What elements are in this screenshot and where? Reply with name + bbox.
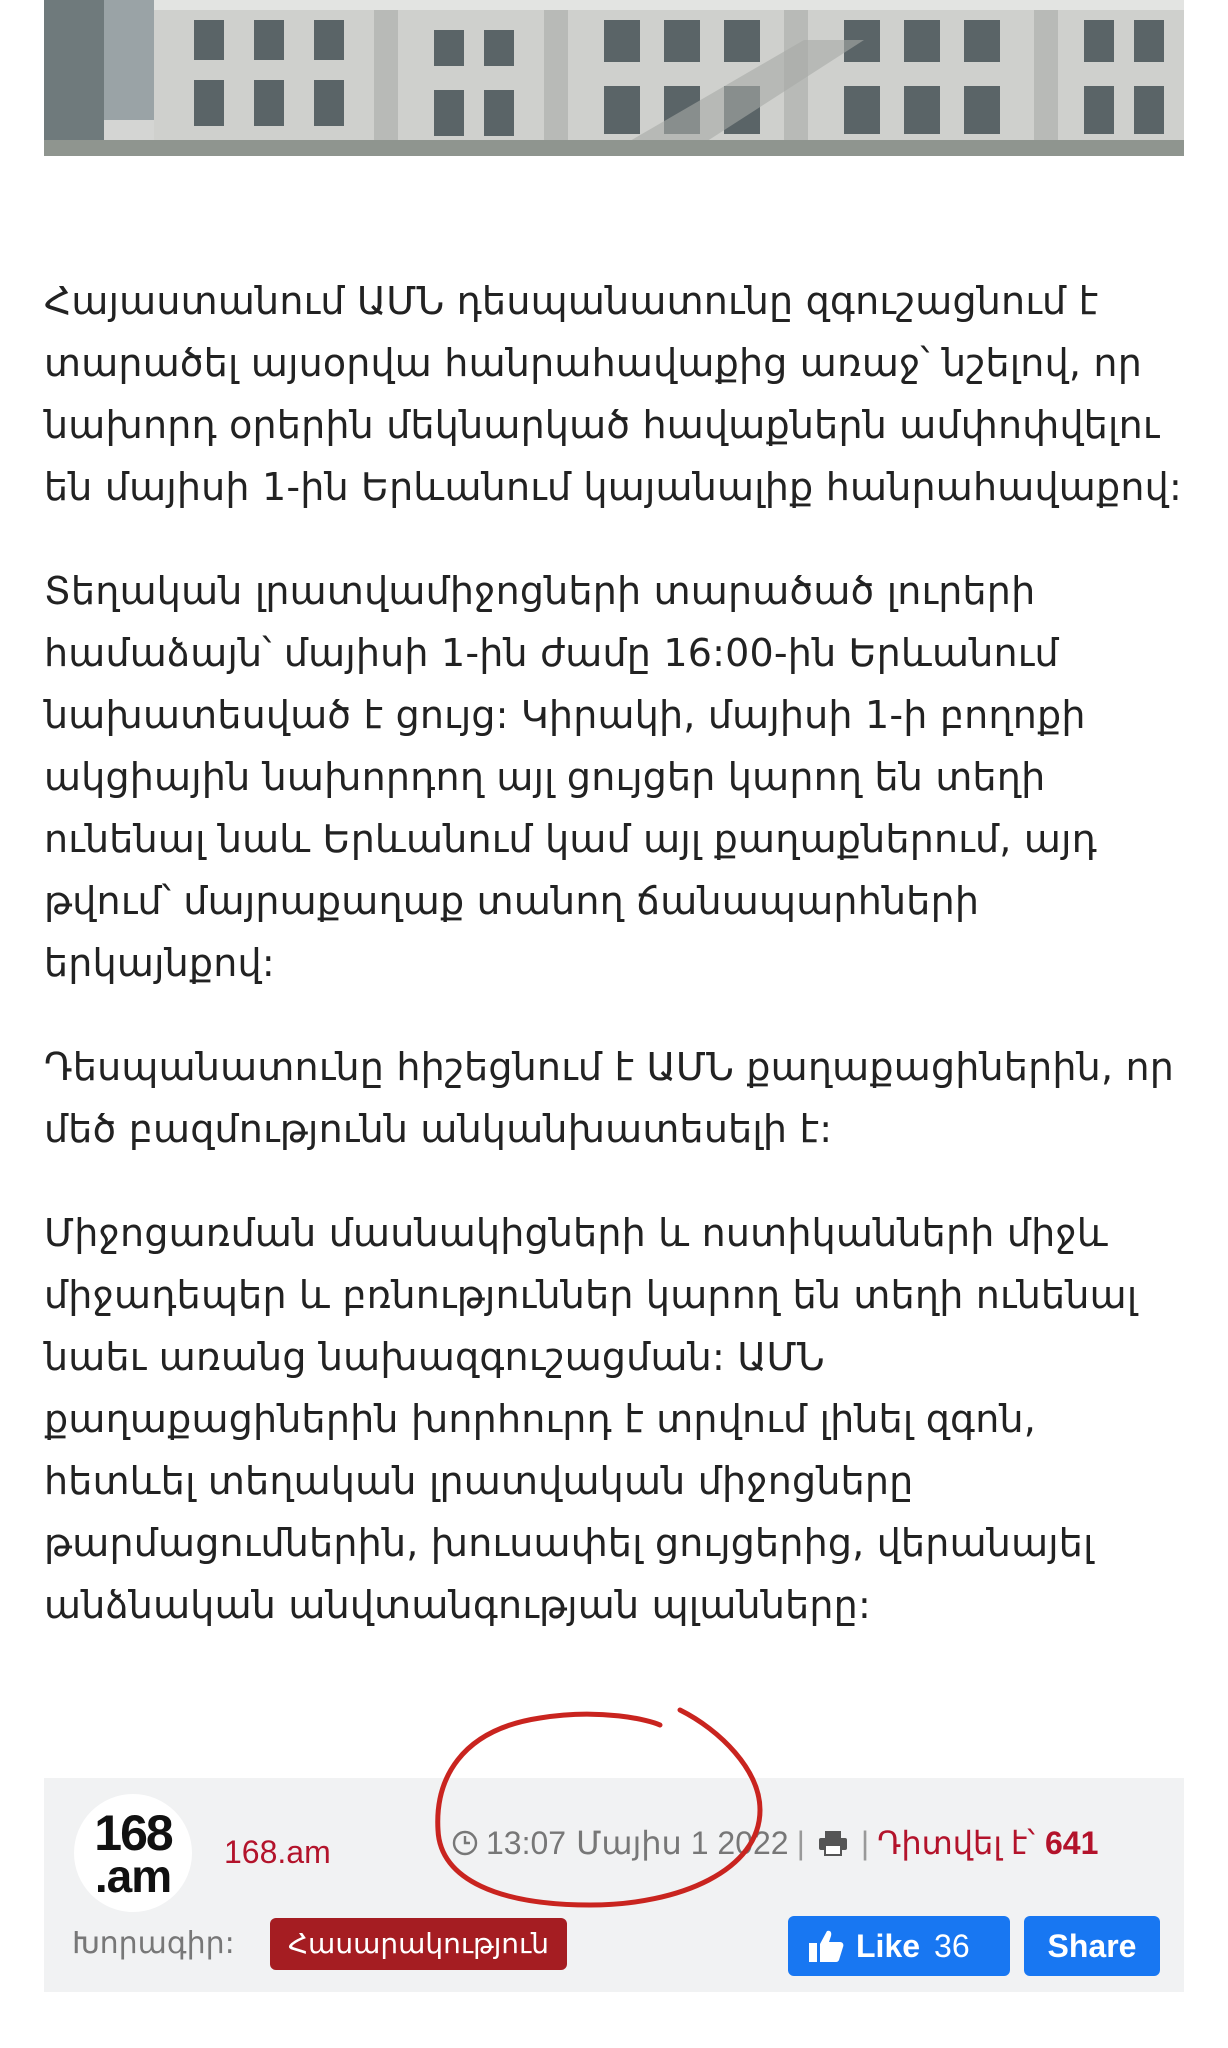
article-hero-image <box>44 0 1184 156</box>
facebook-like-button[interactable] <box>788 1916 1010 1976</box>
publish-date: Մայիս 1 2022 <box>576 1825 789 1861</box>
views-count: 641 <box>1044 1824 1099 1861</box>
like-count: 36 <box>934 1927 970 1964</box>
building-photo <box>44 0 1184 156</box>
like-label: Like <box>856 1927 921 1964</box>
clock-icon <box>452 1830 478 1856</box>
publish-time: 13:07 <box>486 1824 567 1861</box>
category-label: Խորագիր: <box>72 1926 235 1961</box>
article-paragraph-3: Դեսպանատունը հիշեցնում է ԱՄՆ քաղաքացիներին, որ մեծ բազմությունն անկանխատեսելի է: <box>44 1045 1175 1151</box>
article-paragraph-2: Տեղական լրատվամիջոցների տարածած լուրերի համաձայն՝ մայիսի 1-ին ժամը 16:00-ին Երևանում նախատեսված է ցույց: Կիրակի, մայիսի 1-ի բողոքի ակցիային նախորդող այլ ցույցեր կարող են տեղի ունենալ նաև Երևանում կամ այլ քաղաքներում, այդ թվում՝ մայրաքաղաք տանող ճանապարհների երկայնքով: <box>44 569 1097 985</box>
meta-separator: | <box>860 1824 870 1861</box>
article-meta-box <box>44 1778 1184 1992</box>
print-icon[interactable] <box>817 1829 849 1857</box>
facebook-share-button[interactable]: Share <box>1024 1916 1160 1976</box>
logo-text-bottom: .am <box>94 1850 172 1902</box>
views-label: Դիտվել է՝ <box>877 1825 1035 1861</box>
article-body <box>44 270 1184 1678</box>
article-paragraph-4: Միջոցառման մասնակիցների և ոստիկանների միջև միջադեպեր և բռնություններ կարող են տեղի ունենալ նաեւ առանց նախազգուշացման: ԱՄՆ քաղաքացիներին խորհուրդ է տրվում լինել զգոն, հետևել տեղական լրատվական միջոցները թարմացումներին, խուսափել ցույցերից, վերանայել անձնական անվտանգության պլանները: <box>44 1211 1138 1627</box>
article-paragraph-1: Հայաստանում ԱՄՆ դեսպանատունը զգուշացնում է տարածել այսօրվա հանրահավաքից առաջ՝ նշելով, որ նախորդ օրերին մեկնարկած հավաքներն ամփոփվելու են մայիսի 1-ին Երևանում կայանալիք հանրահավաքով: <box>44 279 1182 509</box>
meta-separator: | <box>796 1824 805 1861</box>
source-link[interactable]: 168.am <box>224 1834 331 1870</box>
article-meta <box>452 1818 1098 1868</box>
category-badge[interactable]: Հասարակություն <box>270 1918 567 1970</box>
source-logo[interactable] <box>74 1794 192 1912</box>
thumbs-up-icon <box>808 1929 844 1963</box>
logo-text-top: 168 <box>94 1805 172 1861</box>
